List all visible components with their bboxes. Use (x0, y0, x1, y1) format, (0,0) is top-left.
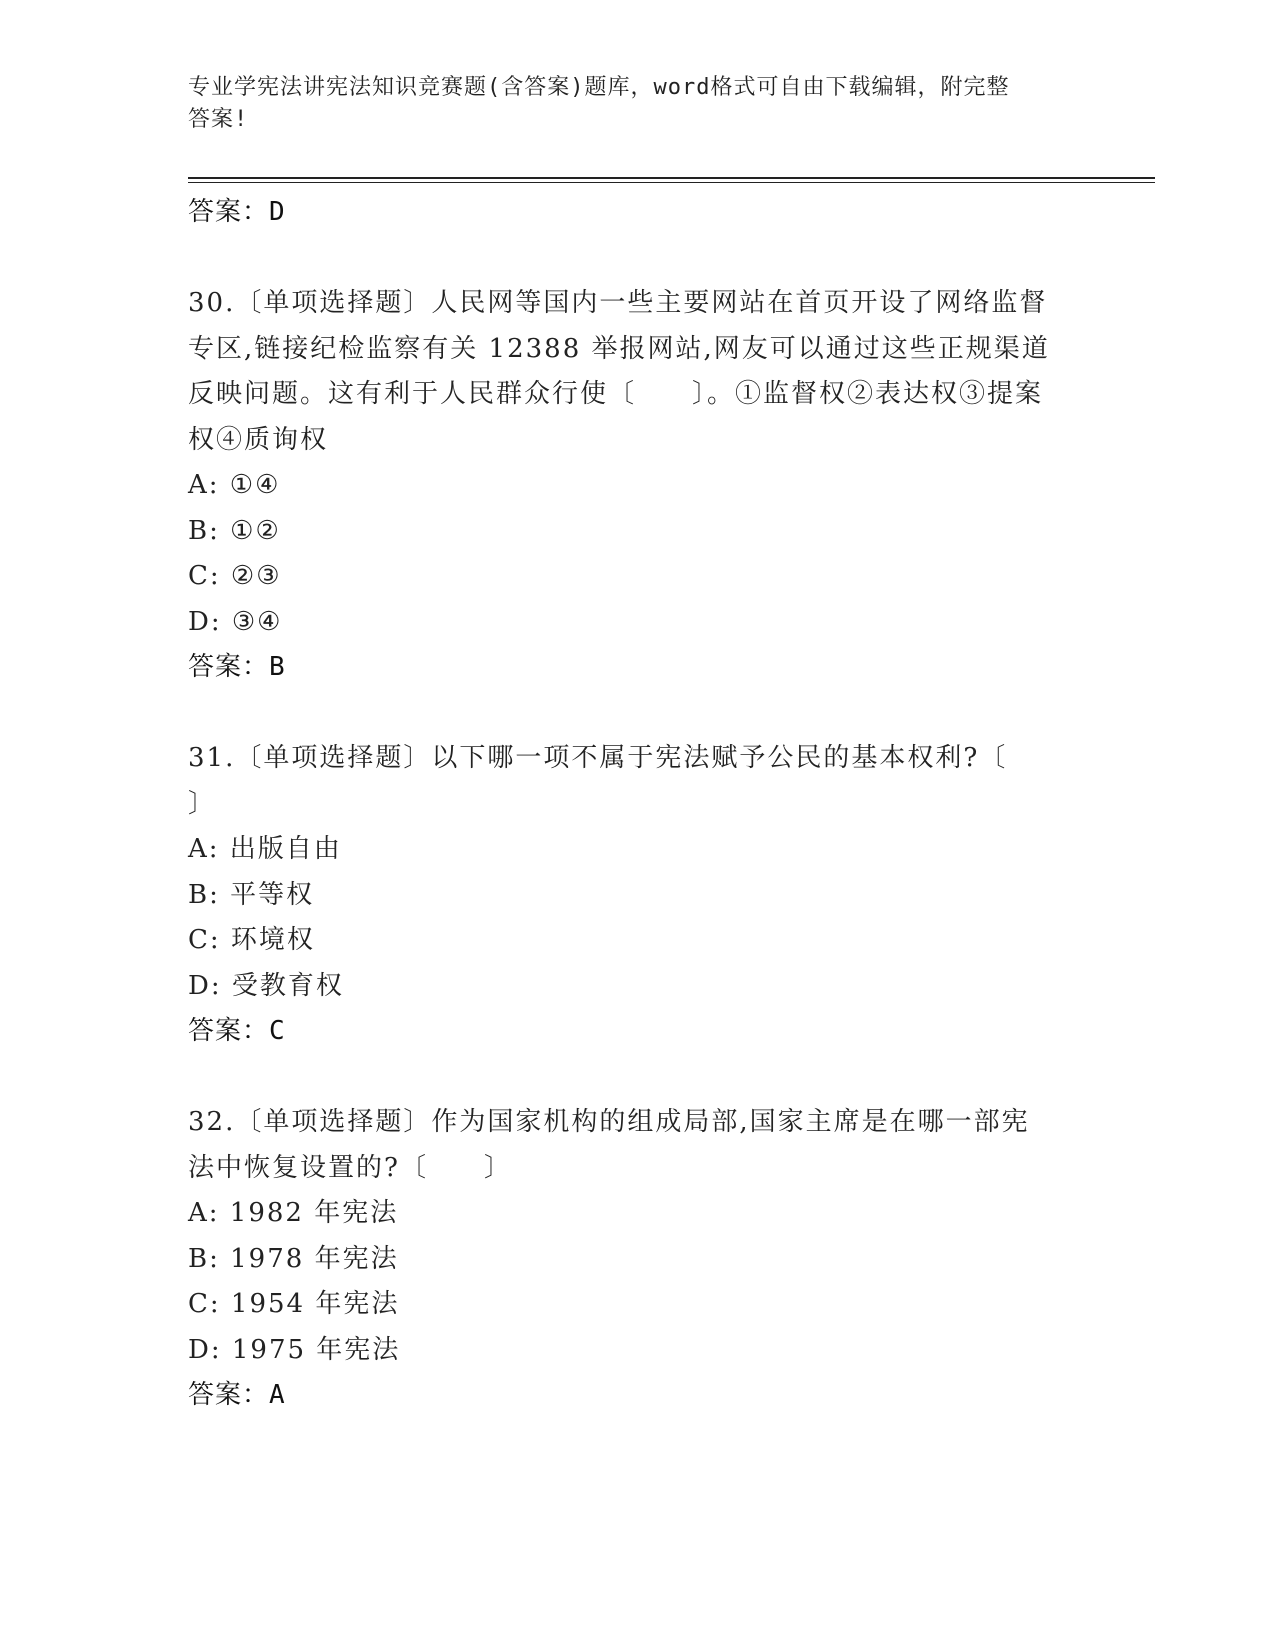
option-a: A: ①④ (188, 470, 281, 500)
option-d: D: 1975 年宪法 (188, 1334, 401, 1365)
answer: 答案：A (188, 1380, 286, 1410)
answer: 答案：B (188, 652, 286, 682)
option-a: A: 出版自由 (188, 834, 342, 864)
question-text-line: 法中恢复设置的?〔 〕 (188, 1152, 512, 1183)
option-b: B: 1978 年宪法 (188, 1243, 399, 1274)
option-c: C: 环境权 (188, 925, 315, 955)
answer: 答案：C (188, 1016, 286, 1046)
question-text-line: 专区,链接纪检监察有关 12388 举报网站,网友可以通过这些正规渠道 (188, 333, 1050, 364)
question-text-line: 30.〔单项选择题〕人民网等国内一些主要网站在首页开设了网络监督 (188, 288, 1048, 318)
option-a: A: 1982 年宪法 (188, 1198, 399, 1228)
question-text-line: 32.〔单项选择题〕作为国家机构的组成局部,国家主席是在哪一部宪 (188, 1107, 1030, 1137)
question-text-line: 〕 (188, 788, 217, 819)
header-divider-thin (188, 182, 1155, 183)
question-text-line: 31.〔单项选择题〕以下哪一项不属于宪法赋予公民的基本权利?〔 (188, 743, 1008, 773)
question-31 (188, 736, 1088, 1055)
option-d: D: 受教育权 (188, 970, 344, 1001)
question-text-line: 权④质询权 (188, 424, 329, 455)
document-header (188, 72, 1068, 136)
option-b: B: 平等权 (188, 879, 315, 910)
option-d: D: ③④ (188, 606, 283, 637)
document-body (188, 190, 1088, 1419)
question-32 (188, 1100, 1088, 1419)
question-text-line: 反映问题。这有利于人民群众行使〔 〕。①监督权②表达权③提案 (188, 379, 1044, 409)
option-c: C: ②③ (188, 561, 282, 591)
previous-answer: 答案：D (188, 197, 286, 227)
header-line: 专业学宪法讲宪法知识竞赛题(含答案)题库，word格式可自由下载编辑，附完整 (188, 75, 1010, 100)
option-c: C: 1954 年宪法 (188, 1289, 400, 1319)
option-b: B: ①② (188, 515, 281, 546)
header-line: 答案! (188, 107, 249, 132)
question-30 (188, 281, 1088, 691)
header-divider (188, 177, 1155, 179)
